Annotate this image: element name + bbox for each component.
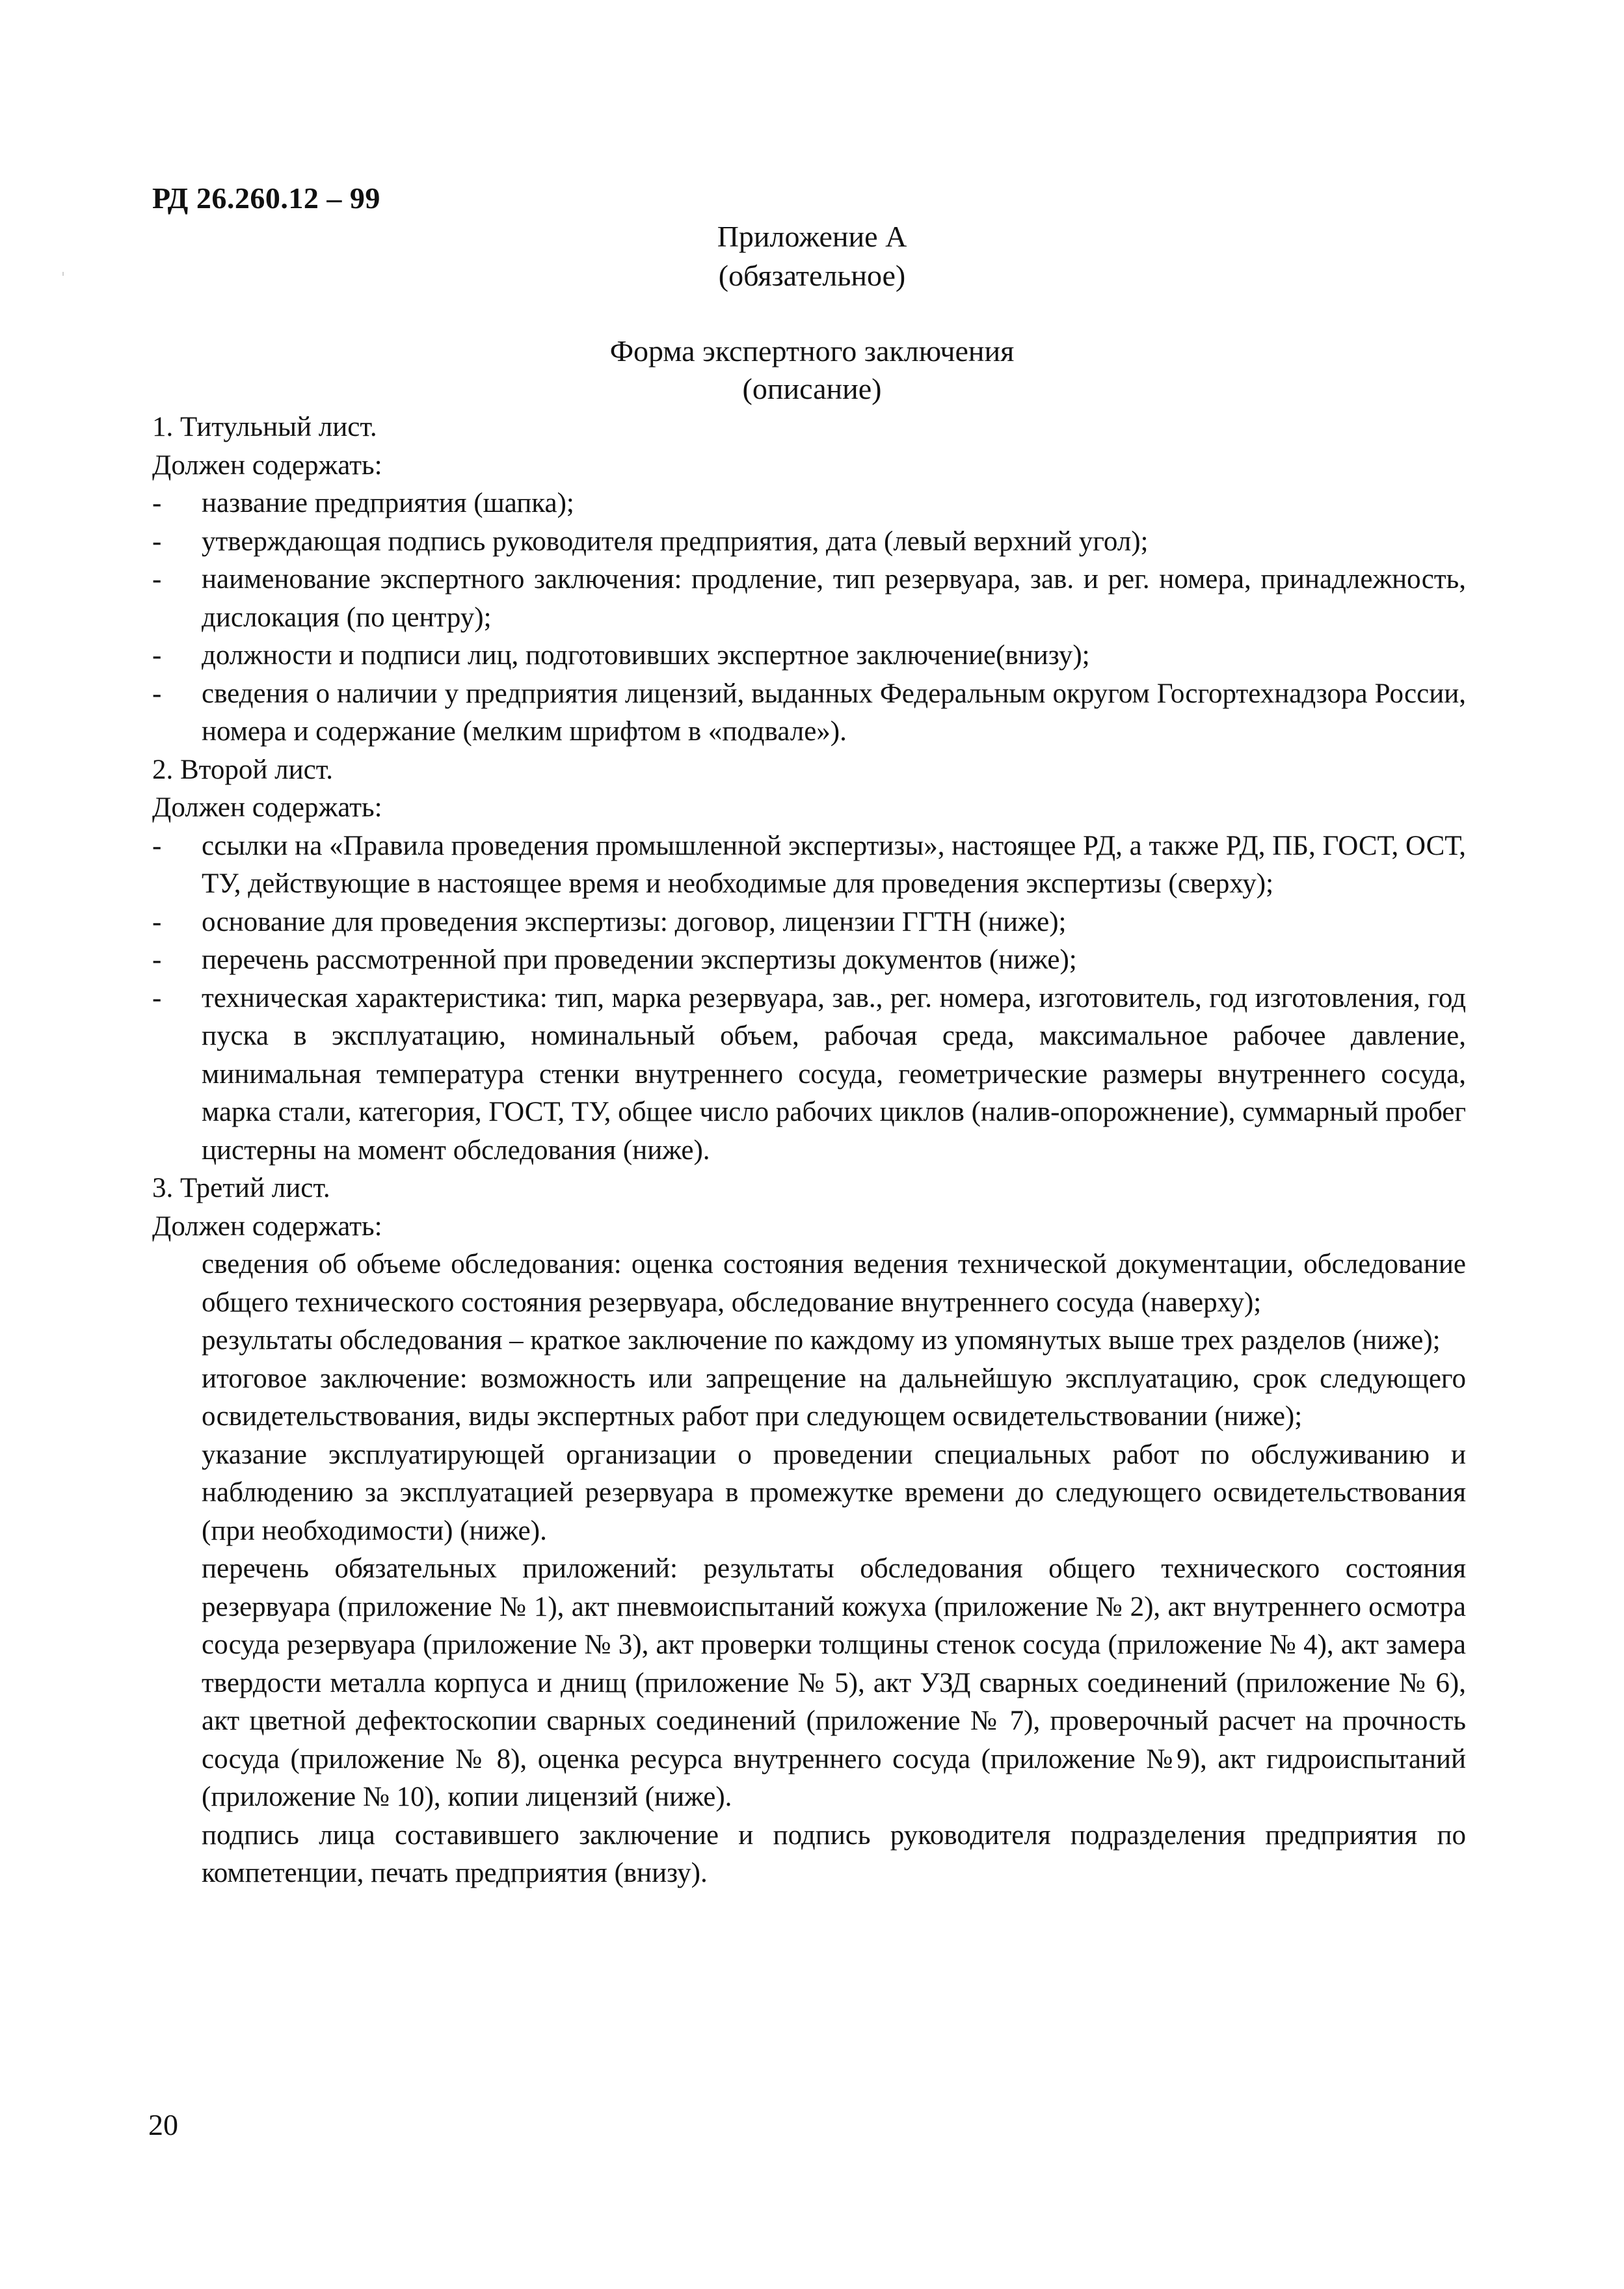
page-number: 20 <box>148 2108 178 2141</box>
list-item <box>152 827 1466 904</box>
dash-bullet: - <box>152 488 162 518</box>
list-item-text: название предприятия (шапка); <box>202 488 574 518</box>
list-item <box>152 637 1466 675</box>
dash-bullet: - <box>152 906 162 937</box>
list-item-text: утверждающая подпись руководителя предприятия, дата (левый верхний угол); <box>202 526 1149 557</box>
section-heading: 3. Третий лист. <box>152 1173 330 1203</box>
dash-bullet: - <box>152 564 162 595</box>
list-item-text: сведения об объеме обследования: оценка состояния ведения технической документации, обследование общего технического состояния резервуара, обследование внутреннего сосуда (наверху); <box>202 1249 1466 1318</box>
document-body <box>152 408 1466 1893</box>
section-title-page <box>152 408 1466 751</box>
document-code: РД 26.260.12 – 99 <box>152 181 380 215</box>
list-item <box>152 485 1466 523</box>
list-item <box>152 980 1466 1170</box>
section-heading: 1. Титульный лист. <box>152 412 377 442</box>
list-item <box>152 523 1466 561</box>
list-item-text: результаты обследования – краткое заключение по каждому из упомянутых выше трех разделов (ниже); <box>202 1325 1441 1356</box>
list-item-text: указание эксплуатирующей организации о проведении специальных работ по обслуживанию и наблюдению за эксплуатацией резервуара в промежутке времени до следующего освидетельствования (при необходимости) (ниже). <box>202 1439 1466 1546</box>
list-item-text: ссылки на «Правила проведения промышленной экспертизы», настоящее РД, а также РД, ПБ, ГОСТ, ОСТ, ТУ, действующие в настоящее время и необходимые для проведения экспертизы (сверху); <box>202 830 1466 899</box>
list-item-text: основание для проведения экспертизы: договор, лицензии ГГТН (ниже); <box>202 906 1067 937</box>
list-item <box>152 904 1466 942</box>
list-item-text: перечень обязательных приложений: результаты обследования общего технического состояния резервуара (приложение № 1), акт пневмоиспытаний кожуха (приложение № 2), акт внутреннего осмотра сосуда резервуара (приложение № 3), акт проверки толщины стенок сосуда (приложение № 4), акт замера твердости металла корпуса и днищ (приложение № 5), акт УЗД сварных соединений (приложение № 6), акт цветной дефектоскопии сварных соединений (приложение № 7), проверочный расчет на прочность сосуда (приложение № 8), оценка ресурса внутреннего сосуда (приложение №9), акт гидроиспытаний (приложение № 10), копии лицензий (ниже). <box>202 1553 1466 1812</box>
dash-bullet: - <box>152 640 162 671</box>
list-item-text: перечень рассмотренной при проведении экспертизы документов (ниже); <box>202 944 1077 975</box>
section-heading: 2. Второй лист. <box>152 754 334 785</box>
form-title: Форма экспертного заключения <box>609 334 1015 368</box>
section-intro: Должен содержать: <box>152 449 382 481</box>
appendix-title: Приложение А <box>717 220 907 253</box>
dash-bullet: - <box>152 526 162 557</box>
section-intro: Должен содержать: <box>152 792 382 823</box>
section-intro: Должен содержать: <box>152 1211 382 1242</box>
list-item <box>152 675 1466 751</box>
list-item-text: сведения о наличии у предприятия лицензий, выданных Федеральным округом Госгортехнадзора России, номера и содержание (мелким шрифтом в «подвале»). <box>202 678 1466 747</box>
dash-bullet: - <box>152 678 162 709</box>
section-third-page <box>152 1170 1466 1893</box>
section-second-page <box>152 751 1466 1170</box>
form-subtitle: (описание) <box>742 372 882 405</box>
list-item-text: техническая характеристика: тип, марка резервуара, зав., рег. номера, изготовитель, год изготовления, год пуска в эксплуатацию, номинальный объем, рабочая среда, максимальное рабочее давление, минимальная температура стенки внутреннего сосуда, геометрические размеры внутреннего сосуда, марка стали, категория, ГОСТ, ТУ, общее число рабочих циклов (налив-опорожнение), суммарный пробег цистерны на момент обследования (ниже). <box>202 982 1467 1166</box>
list-item-text: подпись лица составившего заключение и подпись руководителя подразделения предприятия по компетенции, печать предприятия (внизу). <box>202 1819 1466 1888</box>
dash-bullet: - <box>152 830 162 861</box>
list-item-text: итоговое заключение: возможность или запрещение на дальнейшую эксплуатацию, срок следующего освидетельствования, виды экспертных работ при следующем освидетельствовании (ниже); <box>202 1363 1466 1432</box>
appendix-status: (обязательное) <box>718 259 906 292</box>
list-item <box>152 941 1466 980</box>
list-item-text: должности и подписи лиц, подготовивших экспертное заключение(внизу); <box>202 640 1090 671</box>
dash-bullet: - <box>152 982 162 1013</box>
dash-bullet: - <box>152 944 162 975</box>
list-item <box>152 561 1466 637</box>
list-item-text: наименование экспертного заключения: продление, тип резервуара, зав. и рег. номера, принадлежность, дислокация (по центру); <box>202 564 1466 633</box>
